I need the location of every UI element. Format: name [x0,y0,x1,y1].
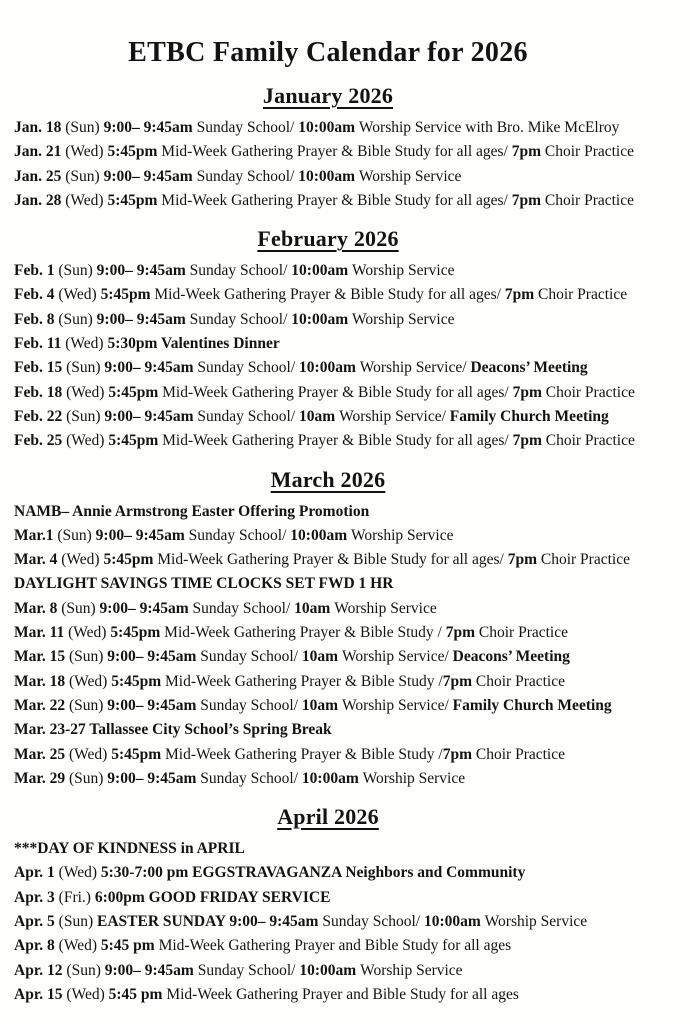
event-text: Sunday School/ [197,961,300,979]
event-text: (Sun) [66,961,105,979]
event-text-bold: Mar. 15 [14,648,69,666]
event-text-bold: Deacons’ Meeting [470,359,588,377]
event-text-bold: 10:00am [291,310,352,328]
event-text-bold: 5:45pm [100,286,155,304]
event-text-bold: ***DAY OF KINDNESS in APRIL [14,840,245,858]
event-text-bold: 5:45 pm [108,985,167,1003]
event-text-bold: Mar. 25 [14,745,69,763]
event-line [14,165,642,189]
event-text: Choir Practice [544,191,635,209]
event-text: Sunday School/ [322,913,424,931]
event-text-bold: 10:00am [423,913,485,931]
event-text-bold: Feb. 1 [14,262,59,280]
event-text-bold: 9:00– 9:45am [107,648,201,666]
event-text: Mid-Week Gathering Prayer & Bible Study for all ages/ [154,286,505,304]
event-line [14,500,642,524]
event-text: (Wed) [68,672,112,690]
event-text-bold: Family Church Meeting [449,407,609,425]
event-text: Worship Service/ [359,359,471,377]
event-line [14,886,642,910]
event-text: Sunday School/ [196,119,299,136]
document-title: ETBC Family Calendar for 2026 [128,37,528,68]
event-text: Worship Service [334,599,437,617]
event-text: (Wed) [68,745,112,763]
event-text-bold: 10:00am [291,262,352,280]
event-text: Worship Service/ [341,648,453,666]
event-text: (Sun) [66,359,105,377]
event-text: Sunday School/ [197,407,300,425]
event-text-bold: 7pm [507,551,541,569]
event-line [14,861,642,885]
event-text-bold: Jan. 28 [14,191,66,209]
event-line [14,718,642,742]
event-text: Mid-Week Gathering Prayer & Bible Study for all ages/ [162,432,513,450]
event-text-bold: 10:00am [301,769,363,787]
event-text: (Wed) [68,624,111,642]
event-text-bold: 7pm [511,191,545,209]
event-text: (Wed) [66,383,109,401]
event-text-bold: 5:30-7:00 pm EGGSTRAVAGANZA Neighbors and Community [100,864,526,882]
event-line [14,381,642,405]
event-text-bold: 7pm [512,432,546,450]
event-text-bold: 10:00am [299,961,361,979]
event-text: Mid-Week Gathering Prayer & Bible Study for all ages/ [161,143,512,161]
event-text: Mid-Week Gathering Prayer and Bible Study for all ages [158,937,512,955]
event-line [14,767,642,791]
event-text: (Wed) [66,985,109,1003]
event-text-bold: 7pm [442,672,476,690]
month-section-february-2026 [14,225,642,453]
event-text: Worship Service [352,310,455,328]
event-line [14,189,642,213]
month-heading [14,82,642,109]
event-text-bold: DAYLIGHT SAVINGS TIME CLOCKS SET FWD 1 HR [14,575,394,593]
event-text-bold: 5:45pm [103,551,158,569]
event-text-bold: Feb. 15 [14,359,67,377]
event-text-bold: Jan. 25 [14,167,66,185]
event-text-bold: 9:00– 9:45am [104,961,198,979]
event-text: Mid-Week Gathering Prayer & Bible Study for all ages/ [162,383,513,401]
event-text-bold: 7pm [511,143,545,161]
event-text: Worship Service/ [339,407,450,425]
event-text: Sunday School/ [188,526,291,544]
event-text: Sunday School/ [200,648,302,666]
event-text-bold: 5:30pm Valentines Dinner [107,335,280,353]
event-text-bold: 5:45pm [111,745,166,763]
event-text: (Sun) [61,599,100,617]
event-text-bold: EASTER SUNDAY 9:00– 9:45am [96,913,323,931]
event-text: (Sun) [65,119,104,136]
month-heading [14,803,642,830]
event-text-bold: Apr. 15 [14,985,67,1003]
event-text: (Sun) [58,913,97,931]
event-line [14,332,642,356]
event-text-bold: Mar. 4 [14,551,62,569]
event-line [14,283,642,307]
event-text: (Sun) [68,696,108,714]
event-text: (Wed) [65,143,108,161]
event-text: Choir Practice [545,432,635,450]
event-text-bold: 10am [301,696,342,714]
event-text-bold: NAMB– Annie Armstrong Easter Offering Promotion [14,502,370,520]
event-text: (Wed) [65,335,108,353]
event-text-bold: Feb. 11 [14,335,66,353]
event-text-bold: 7pm [504,286,538,304]
event-text-bold: 9:00– 9:45am [104,359,198,377]
event-text: Choir Practice [538,286,628,304]
event-text: Mid-Week Gathering Prayer & Bible Study for all ages/ [161,191,512,209]
month-heading-text: January 2026 [262,83,394,108]
month-section-march-2026 [14,466,642,792]
event-line [14,837,642,861]
event-text-bold: 10:00am [298,167,359,185]
event-line [14,140,642,164]
event-text-bold: Mar. 22 [14,696,69,714]
event-text-bold: Deacons’ Meeting [452,648,570,666]
event-text-bold: Jan. 21 [14,143,66,161]
event-text: (Wed) [66,432,109,450]
event-text: Mid-Week Gathering Prayer & Bible Study for all ages/ [157,551,508,569]
event-text: Mid-Week Gathering Prayer & Bible Study / [164,624,446,642]
event-text: Worship Service/ [341,696,453,714]
event-text-bold: Apr. 5 [14,913,59,931]
event-text-bold: 7pm [512,383,546,401]
event-text-bold: 7pm [442,745,476,763]
event-text: (Sun) [68,648,108,666]
event-text-bold: 5:45pm [107,143,162,161]
event-text-bold: 9:00– 9:45am [104,407,198,425]
event-text: Mid-Week Gathering Prayer and Bible Study for all ages [166,985,519,1003]
event-text: Choir Practice [540,551,630,569]
event-text-bold: Mar. 8 [14,599,62,617]
event-text-bold: 7pm [445,624,479,642]
event-line [14,694,642,718]
event-text-bold: 9:00– 9:45am [96,310,190,328]
event-text-bold: Feb. 8 [14,310,59,328]
event-text-bold: 10:00am [299,359,360,377]
event-text-bold: Apr. 3 [14,888,59,906]
event-text: Mid-Week Gathering Prayer & Bible Study / [165,672,443,690]
event-text-bold: 9:00– 9:45am [103,167,197,185]
month-heading-text: February 2026 [257,226,399,252]
event-line [14,259,642,283]
event-line [14,524,642,548]
event-text: Sunday School/ [196,167,299,185]
event-text-bold: Mar. 23-27 Tallassee City School’s Spring Break [14,721,332,739]
event-line [14,116,642,140]
event-text: Choir Practice [475,672,565,690]
event-text-bold: 5:45pm [110,624,165,642]
event-text-bold: Feb. 22 [14,407,67,425]
event-text-bold: Apr. 1 [14,864,59,882]
event-line [14,429,642,453]
month-heading [14,225,642,252]
event-text: Mid-Week Gathering Prayer & Bible Study / [165,745,443,763]
event-text-bold: Apr. 8 [14,937,59,955]
event-text: Worship Service [360,961,463,979]
month-heading-text: March 2026 [270,466,386,492]
event-text-bold: Apr. 12 [14,961,67,979]
event-text: Worship Service with Bro. Mike McElroy [358,119,620,136]
event-line [14,621,642,645]
event-text: (Sun) [68,769,108,787]
event-line [14,910,642,934]
event-text-bold: Mar.1 [14,526,58,544]
event-text-bold: 5:45pm [108,383,163,401]
event-text-bold: 10am [294,599,335,617]
event-text: Choir Practice [544,143,635,161]
event-text: Worship Service [484,913,588,931]
event-text-bold: 10:00am [290,526,351,544]
event-text: (Wed) [61,551,104,569]
event-text-bold: 10am [301,648,342,666]
event-text-bold: Jan. 18 [14,119,66,136]
event-text: Choir Practice [545,383,635,401]
event-text-bold: 6:00pm GOOD FRIDAY SERVICE [94,888,331,906]
event-text-bold: 10:00am [298,119,359,136]
event-text: (Sun) [58,262,97,280]
month-section-april-2026 [14,803,642,1007]
event-text: (Wed) [58,286,101,304]
event-text: (Sun) [65,167,104,185]
event-text: Worship Service [362,769,466,787]
event-text-bold: Family Church Meeting [452,696,612,714]
event-line [14,934,642,958]
event-text: Sunday School/ [200,696,302,714]
event-text-bold: 10am [299,407,340,425]
event-text-bold: Mar. 29 [14,769,69,787]
event-line [14,597,642,621]
event-text: Sunday School/ [189,262,292,280]
event-line [14,308,642,332]
event-text: Sunday School/ [197,359,300,377]
event-line [14,670,642,694]
event-text-bold: 5:45pm [111,672,166,690]
event-text-bold: 5:45 pm [100,937,159,955]
event-text: (Sun) [66,407,105,425]
event-text-bold: Mar. 11 [14,624,69,642]
event-line [14,645,642,669]
event-text-bold: Feb. 25 [14,432,67,450]
event-text: (Sun) [58,310,97,328]
event-text: Sunday School/ [192,599,295,617]
event-line [14,405,642,429]
month-heading [14,466,642,493]
month-section-january-2026 [14,82,642,213]
event-text: Worship Service [351,526,454,544]
month-heading-text: April 2026 [277,804,379,830]
event-line [14,983,642,1007]
event-text: Worship Service [358,167,462,185]
event-text-bold: Mar. 18 [14,672,69,690]
event-text: Sunday School/ [200,769,302,787]
event-text-bold: 5:45pm [108,432,163,450]
event-line [14,356,642,380]
event-text: (Fri.) [58,888,95,906]
event-text-bold: 9:00– 9:45am [95,526,189,544]
event-text-bold: 9:00– 9:45am [99,599,193,617]
event-text-bold: 9:00– 9:45am [107,769,201,787]
event-text-bold: 9:00– 9:45am [96,262,190,280]
event-line [14,548,642,572]
event-text: (Wed) [58,864,101,882]
event-text: (Wed) [58,937,101,955]
event-line [14,959,642,983]
event-text-bold: Feb. 18 [14,383,67,401]
event-text: (Sun) [57,526,96,544]
event-line [14,743,642,767]
event-text: Sunday School/ [189,310,292,328]
event-line [14,572,642,596]
event-text-bold: 9:00– 9:45am [107,696,201,714]
event-text-bold: 5:45pm [107,191,162,209]
event-text: Worship Service [352,262,455,280]
event-text: (Wed) [65,191,108,209]
calendar-months [14,82,642,1007]
event-text: Choir Practice [475,745,565,763]
event-text: Choir Practice [478,624,569,642]
event-text-bold: Feb. 4 [14,286,59,304]
event-text-bold: 9:00– 9:45am [103,119,197,136]
